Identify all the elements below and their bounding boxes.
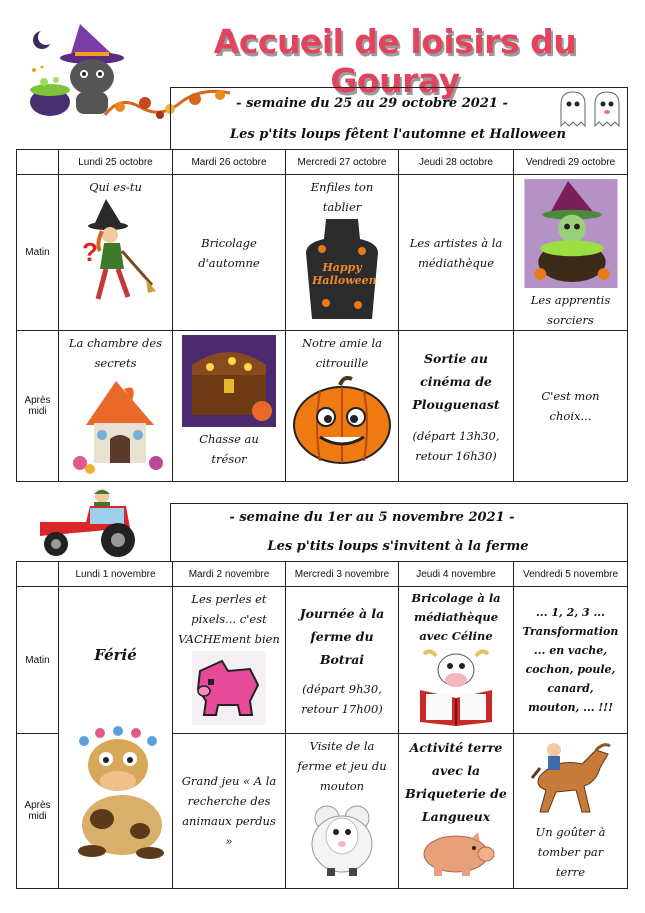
week2-day-header: Lundi 1 novembre xyxy=(59,562,173,587)
week2-table xyxy=(16,561,628,889)
week2-day-header: Vendredi 5 novembre xyxy=(514,562,628,587)
week1-aprem-friday xyxy=(514,331,628,482)
week1-matin-tuesday xyxy=(173,175,286,331)
activity-label: Qui es-tu xyxy=(89,180,142,194)
week2-matin-thursday xyxy=(399,587,514,734)
week2-corner xyxy=(17,562,59,587)
week1-matin-wednesday xyxy=(286,175,399,331)
fairy-house-icon xyxy=(66,375,166,475)
week1-matin-label: Matin xyxy=(17,175,59,331)
week2-matin-friday xyxy=(514,587,628,734)
week1-matin-thursday xyxy=(399,175,514,331)
week2-matin-wednesday xyxy=(286,587,399,734)
activity-label: C'est mon choix... xyxy=(541,389,600,423)
week2-monday-holiday xyxy=(59,587,173,889)
week2-aprem-tuesday xyxy=(173,734,286,889)
svg-text:?: ? xyxy=(81,237,98,267)
activity-label: Enfiles ton tablier xyxy=(310,180,374,214)
week2-matin-label: Matin xyxy=(17,587,59,734)
week1-theme: Les p'tits loups fêtent l'automne et Halloween xyxy=(230,127,566,142)
week1-day-header: Mardi 26 octobre xyxy=(173,150,286,175)
week1-day-header: Jeudi 28 octobre xyxy=(399,150,514,175)
week1-table xyxy=(16,149,628,482)
week1-aprem-label: Après midi xyxy=(17,331,59,482)
week1-aprem-monday xyxy=(59,331,173,482)
week1-day-header: Mercredi 27 octobre xyxy=(286,150,399,175)
activity-label: Les artistes à la médiathèque xyxy=(409,235,503,270)
page-title: Accueil de loisirs du Gouray xyxy=(213,22,577,100)
activity-label: Sortie au cinéma de Plouguenast xyxy=(412,350,500,412)
activity-note: (départ 13h30, retour 16h30) xyxy=(412,428,500,463)
activity-label: Journée à la ferme du Botrai xyxy=(299,605,385,667)
week2-theme: Les p'tits loups s'invitent à la ferme xyxy=(267,539,529,554)
week1-day-header: Lundi 25 octobre xyxy=(59,150,173,175)
tractor-illustration xyxy=(30,488,150,560)
week1-matin-friday xyxy=(514,175,628,331)
week1-dates: - semaine du 25 au 29 octobre 2021 - xyxy=(236,96,508,111)
week2-matin-tuesday xyxy=(173,587,286,734)
witch-cauldron-icon xyxy=(524,179,618,288)
sheep-icon xyxy=(307,798,377,876)
activity-label: Les apprentis sorciers xyxy=(530,293,611,327)
activity-label: Les perles et pixels... c'est VACHEment bien xyxy=(178,592,280,646)
activity-label: ... 1, 2, 3 ... Transformation ... en vache, cochon, poule, canard, mouton, ... !!! xyxy=(522,606,619,714)
clay-pig-icon xyxy=(416,830,496,878)
week1-day-header: Vendredi 29 octobre xyxy=(514,150,628,175)
week2-aprem-friday xyxy=(514,734,628,889)
week1-aprem-tuesday xyxy=(173,331,286,482)
activity-label: La chambre des secrets xyxy=(68,336,163,370)
pumpkin-icon xyxy=(290,375,394,465)
witch-icon xyxy=(76,199,156,309)
apron-text: Happy Halloween xyxy=(312,261,377,287)
week2-dates: - semaine du 1er au 5 novembre 2021 - xyxy=(229,510,515,525)
activity-label: Bricolage d'automne xyxy=(198,235,260,270)
treasure-chest-icon xyxy=(182,335,276,427)
activity-label: Activité terre avec la Briqueterie de Langueux xyxy=(405,740,507,824)
week2-day-header: Jeudi 4 novembre xyxy=(399,562,514,587)
activity-label: Chasse au trésor xyxy=(199,432,259,466)
week1-aprem-thursday xyxy=(399,331,514,482)
week2-aprem-wednesday xyxy=(286,734,399,889)
activity-label: Notre amie la citrouille xyxy=(301,336,382,370)
activity-label: Un goûter à tomber par terre xyxy=(535,825,606,879)
week2-aprem-thursday xyxy=(399,734,514,889)
activity-note: (départ 9h30, retour 17h00) xyxy=(301,681,383,716)
week2-day-header: Mardi 2 novembre xyxy=(173,562,286,587)
cow-reading-icon xyxy=(416,648,496,726)
cow-with-flowers-icon xyxy=(62,711,170,861)
horse-rider-icon xyxy=(526,738,616,820)
week1-corner xyxy=(17,150,59,175)
pixel-pig-icon xyxy=(192,651,266,725)
halloween-apron-icon xyxy=(302,219,382,319)
week1-matin-monday xyxy=(59,175,173,331)
week2-day-header: Mercredi 3 novembre xyxy=(286,562,399,587)
activity-label: Visite de la ferme et jeu du mouton xyxy=(297,739,387,793)
week2-aprem-label: Après midi xyxy=(17,734,59,889)
ghost-icon xyxy=(555,88,625,128)
holiday-label: Férié xyxy=(94,645,137,664)
activity-label: Bricolage à la médiathèque avec Céline xyxy=(411,591,501,643)
week1-aprem-wednesday xyxy=(286,331,399,482)
activity-label: Grand jeu « A la recherche des animaux perdus » xyxy=(181,774,277,848)
